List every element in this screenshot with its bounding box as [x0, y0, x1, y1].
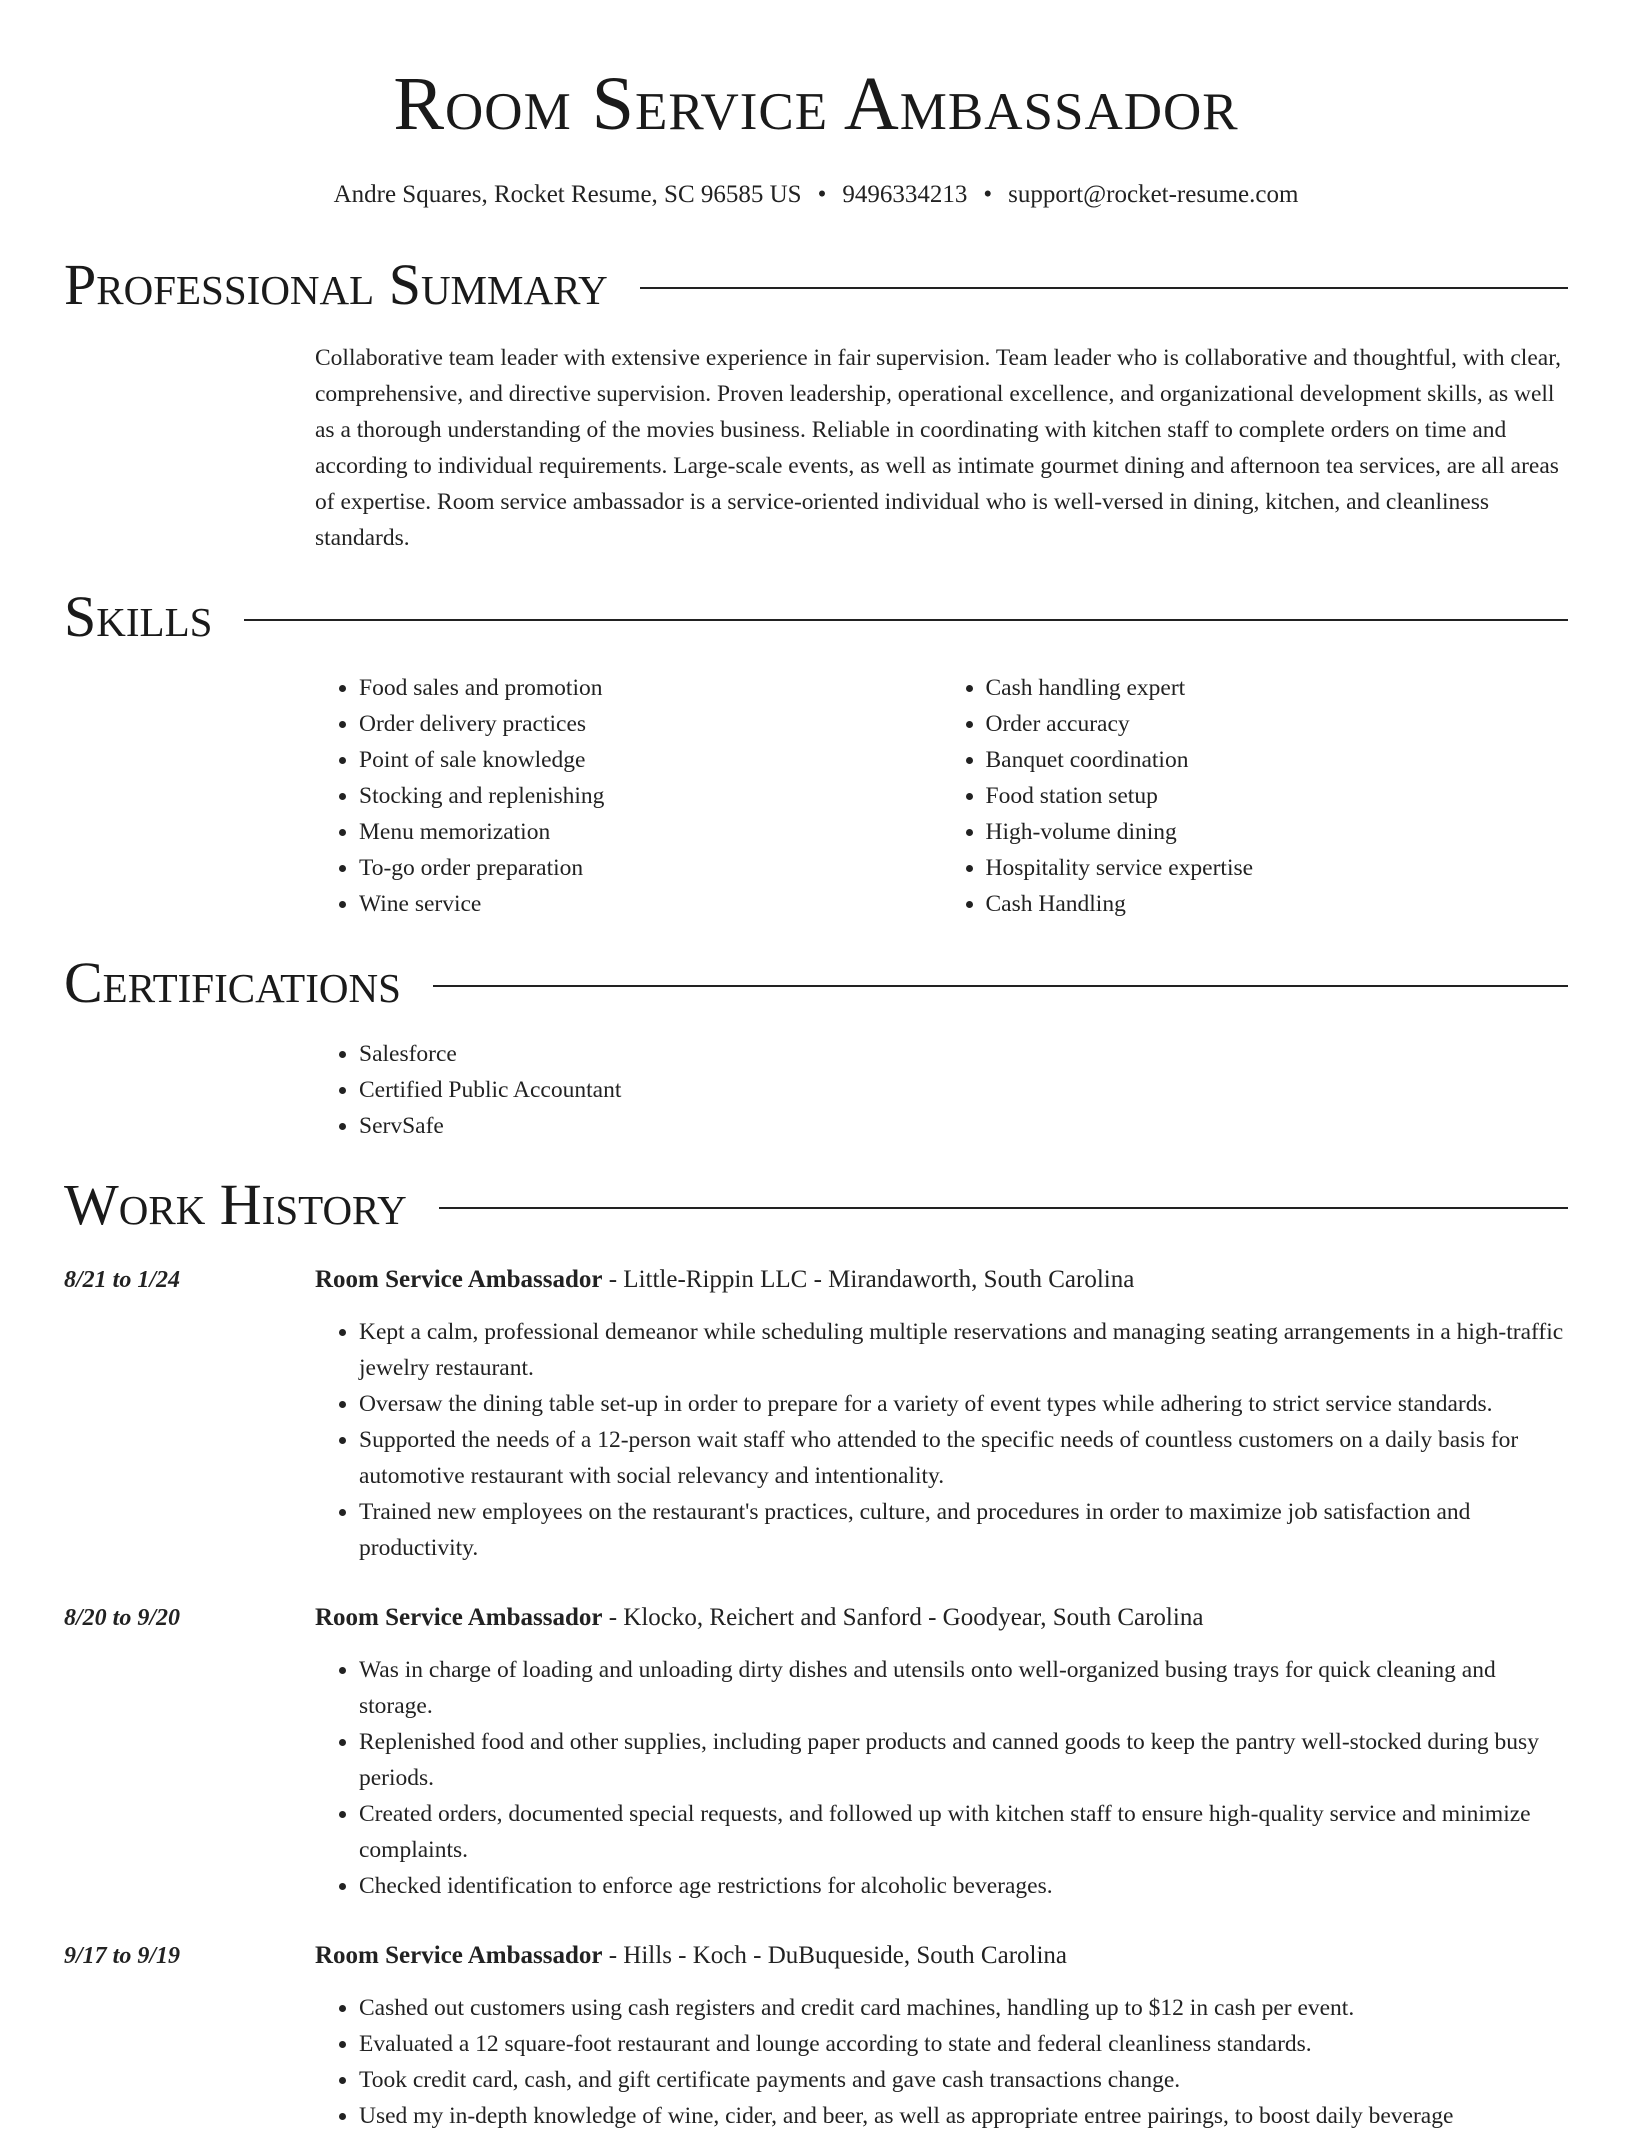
summary-text: Collaborative team leader with extensive experience in fair supervision. Team leader who is collaborative and thoughtful, with clear, comprehensive, and directive supervision. Proven leadership, operational excellence, and organizational development skills, as well as a thorough understanding of the movies business. Reliable in coordinating with kitchen staff to complete orders on time and according to individual requirements. Large-scale events, as well as intimate gourmet dining and afternoon tea services, are all areas of expertise. Room service ambassador is a service-oriented individual who is well-versed in dining, kitchen, and cleanliness standards.	[315, 345, 1561, 551]
contact-phone: 9496334213	[842, 181, 968, 208]
skills-list-right	[942, 670, 1569, 922]
job-bullet: • Cashed out customers using cash registers and credit card machines, handling up to $12 in cash per event.	[359, 1990, 1568, 2026]
skill-item: • To-go order preparation	[359, 850, 942, 886]
job-bullets	[315, 1652, 1568, 1904]
skill-item: • Point of sale knowledge	[359, 742, 942, 778]
job-title: Room Service Ambassador	[315, 1942, 603, 1969]
contact-separator: •	[983, 181, 993, 208]
job-entry	[64, 1262, 1568, 1566]
skill-item: • Cash handling expert	[986, 670, 1569, 706]
skill-item: • Order delivery practices	[359, 706, 942, 742]
job-bullet: • Trained new employees on the restaurant's practices, culture, and procedures in order to maximize job satisfaction and productivity.	[359, 1494, 1568, 1566]
section-divider	[244, 619, 1568, 621]
skill-item: • Hospitality service expertise	[986, 850, 1569, 886]
skills-list-left	[315, 670, 942, 922]
skills-grid	[315, 670, 1568, 922]
job-bullet: • Evaluated a 12 square-foot restaurant and lounge according to state and federal cleanliness standards.	[359, 2026, 1568, 2062]
job-bullet: • Oversaw the dining table set-up in order to prepare for a variety of event types while adhering to strict service standards.	[359, 1386, 1568, 1422]
job-bullet: • Kept a calm, professional demeanor while scheduling multiple reservations and managing seating arrangements in a high-traffic jewelry restaurant.	[359, 1314, 1568, 1386]
job-title-line	[315, 1938, 1568, 1974]
section-divider	[433, 985, 1568, 987]
contact-email[interactable]: support@rocket-resume.com	[1008, 181, 1299, 208]
summary-section-header	[64, 254, 1568, 316]
section-divider	[439, 1207, 1568, 1209]
section-divider	[640, 287, 1568, 289]
skill-item: • Food station setup	[986, 778, 1569, 814]
job-body	[315, 1600, 1568, 1904]
job-employer: - Little-Rippin LLC - Mirandaworth, South Carolina	[602, 1266, 1135, 1293]
job-dates: 9/17 to 9/19	[64, 1943, 181, 1969]
job-title-line	[315, 1262, 1568, 1298]
job-title: Room Service Ambassador	[315, 1604, 603, 1631]
job-bullet: • Used my in-depth knowledge of wine, cider, and beer, as well as appropriate entree pairings, to boost daily beverage	[359, 2098, 1568, 2134]
job-bullet: • Replenished food and other supplies, including paper products and canned goods to keep the pantry well-stocked during busy periods.	[359, 1724, 1568, 1796]
contact-separator: •	[817, 181, 827, 208]
job-dates: 8/21 to 1/24	[64, 1267, 181, 1293]
skills-section-header	[64, 586, 1568, 648]
summary-heading: Professional Summary	[64, 252, 608, 317]
skill-item: • Banquet coordination	[986, 742, 1569, 778]
job-bullet: • Supported the needs of a 12-person wait staff who attended to the specific needs of countless customers on a daily basis for automotive restaurant with social relevancy and intentionality.	[359, 1422, 1568, 1494]
certification-item: • ServSafe	[359, 1108, 1568, 1144]
job-body	[315, 1262, 1568, 1566]
certification-item: • Certified Public Accountant	[359, 1072, 1568, 1108]
certifications-list	[315, 1036, 1568, 1144]
skill-item: • Cash Handling	[986, 886, 1569, 922]
job-bullet: • Was in charge of loading and unloading dirty dishes and utensils onto well-organized busing trays for quick cleaning and storage.	[359, 1652, 1568, 1724]
work-heading: Work History	[64, 1172, 407, 1237]
job-dates: 8/20 to 9/20	[64, 1605, 181, 1631]
skill-item: • Order accuracy	[986, 706, 1569, 742]
skills-heading: Skills	[64, 584, 213, 649]
contact-address: Andre Squares, Rocket Resume, SC 96585 US	[333, 181, 802, 208]
skill-item: • High-volume dining	[986, 814, 1569, 850]
job-entry	[64, 1600, 1568, 1904]
work-section-header	[64, 1174, 1568, 1236]
certifications-heading: Certifications	[64, 950, 401, 1015]
skill-item: • Food sales and promotion	[359, 670, 942, 706]
skill-item: • Stocking and replenishing	[359, 778, 942, 814]
job-body	[315, 1938, 1568, 2134]
job-employer: - Klocko, Reichert and Sanford - Goodyear, South Carolina	[602, 1604, 1204, 1631]
job-bullet: • Created orders, documented special requests, and followed up with kitchen staff to ensure high-quality service and minimize complaints.	[359, 1796, 1568, 1868]
contact-line	[64, 180, 1568, 210]
certifications-section-header	[64, 952, 1568, 1014]
certifications-list-wrap	[315, 1036, 1568, 1144]
job-title-line	[315, 1600, 1568, 1636]
skill-item: • Menu memorization	[359, 814, 942, 850]
job-bullets	[315, 1990, 1568, 2134]
job-bullets	[315, 1314, 1568, 1566]
job-title: Room Service Ambassador	[315, 1266, 603, 1293]
job-bullet: • Took credit card, cash, and gift certificate payments and gave cash transactions change.	[359, 2062, 1568, 2098]
resume-title: Room Service Ambassador	[393, 62, 1239, 146]
job-employer: - Hills - Koch - DuBuqueside, South Carolina	[602, 1942, 1068, 1969]
job-bullet: • Checked identification to enforce age restrictions for alcoholic beverages.	[359, 1868, 1568, 1904]
certification-item: • Salesforce	[359, 1036, 1568, 1072]
job-entry	[64, 1938, 1568, 2134]
skill-item: • Wine service	[359, 886, 942, 922]
